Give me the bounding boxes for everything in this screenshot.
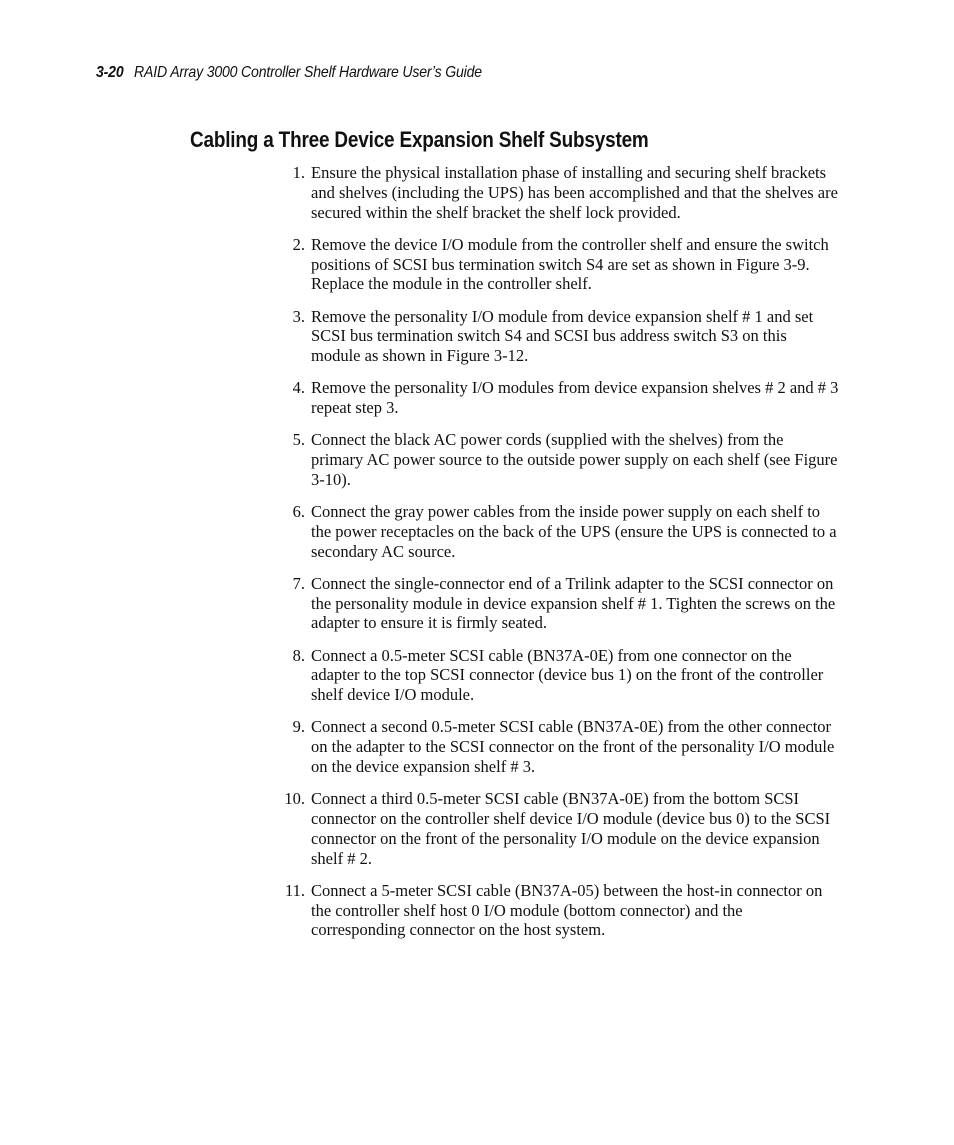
step-number: 5. xyxy=(292,430,305,450)
procedure-steps xyxy=(284,163,839,953)
step-item xyxy=(292,430,839,489)
step-item xyxy=(292,306,839,366)
step-item xyxy=(292,502,839,561)
step-item xyxy=(284,789,839,868)
step-item xyxy=(284,880,839,940)
step-number: 8. xyxy=(292,645,305,665)
step-text: Connect the single-connector end of a Trilink adapter to the SCSI connector on the personality module in device expansion shelf # 1. Tighten the screws on the adapter to ensure it is firmly seated. xyxy=(311,573,836,633)
step-number: 9. xyxy=(292,717,305,737)
step-number: 2. xyxy=(292,234,305,254)
section-title: Cabling a Three Device Expansion Shelf Subsystem xyxy=(190,127,649,152)
step-text: Connect the black AC power cords (supplied with the shelves) from the primary AC power source to the outside power supply on each shelf (see Figure 3-10). xyxy=(311,430,838,489)
page-number: 3-20 xyxy=(96,64,124,81)
step-item xyxy=(292,645,839,705)
step-number: 7. xyxy=(292,573,305,593)
step-item xyxy=(292,378,839,418)
step-text: Connect a 5-meter SCSI cable (BN37A-05) between the host-in connector on the controller shelf host 0 I/O module (bottom connector) and the corresponding connector on the host system. xyxy=(311,880,823,940)
step-text: Remove the device I/O module from the controller shelf and ensure the switch positions of SCSI bus termination switch S4 are set as shown in Figure 3-9. Replace the module in the controller shelf. xyxy=(311,234,829,294)
step-number: 3. xyxy=(292,306,305,326)
step-item xyxy=(292,163,839,222)
running-title: RAID Array 3000 Controller Shelf Hardware User’s Guide xyxy=(134,64,482,81)
step-text: Remove the personality I/O modules from device expansion shelves # 2 and # 3 repeat step 3. xyxy=(311,378,839,418)
step-text: Connect the gray power cables from the inside power supply on each shelf to the power receptacles on the back of the UPS (ensure the UPS is connected to a secondary AC source. xyxy=(311,502,837,561)
step-number: 1. xyxy=(292,163,305,182)
step-item xyxy=(292,234,839,294)
step-number: 10. xyxy=(284,789,305,809)
step-text: Connect a 0.5-meter SCSI cable (BN37A-0E) from one connector on the adapter to the top SCSI connector (device bus 1) on the front of the controller shelf device I/O module. xyxy=(311,645,824,705)
step-text: Ensure the physical installation phase of installing and securing shelf brackets and shelves (including the UPS) has been accomplished and that the shelves are secured within the shelf bracket the shelf lock provided. xyxy=(311,163,838,222)
step-text: Connect a second 0.5-meter SCSI cable (BN37A-0E) from the other connector on the adapter to the SCSI connector on the front of the personality I/O module on the device expansion shelf # 3. xyxy=(311,717,835,777)
step-number: 4. xyxy=(292,378,305,398)
step-number: 6. xyxy=(292,502,305,522)
step-item xyxy=(292,717,839,777)
step-text: Remove the personality I/O module from device expansion shelf # 1 and set SCSI bus termination switch S4 and SCSI bus address switch S3 on this module as shown in Figure 3-12. xyxy=(311,306,814,366)
running-header xyxy=(96,64,482,82)
step-text: Connect a third 0.5-meter SCSI cable (BN37A-0E) from the bottom SCSI connector on the controller shelf device I/O module (device bus 0) to the SCSI connector on the front of the personality I/O module on the device expansion shelf # 2. xyxy=(311,789,831,868)
step-number: 11. xyxy=(284,880,305,900)
step-item xyxy=(292,573,839,633)
